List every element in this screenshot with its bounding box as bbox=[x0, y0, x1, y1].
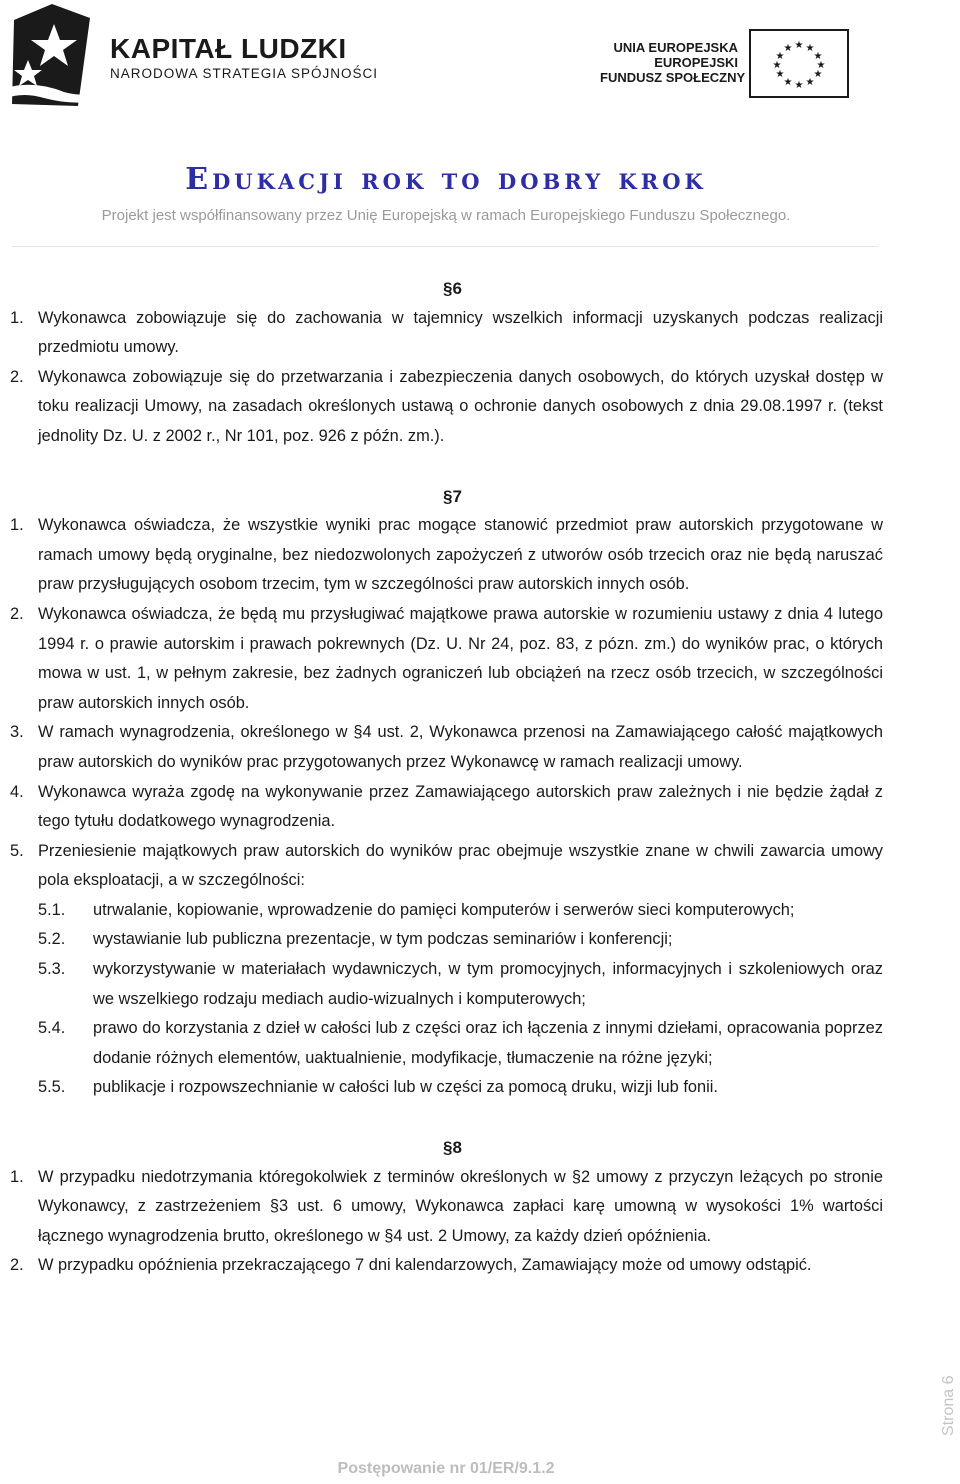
sub-list-item-number: 5.3. bbox=[38, 960, 66, 979]
sub-list-item bbox=[38, 1014, 883, 1073]
list-item-number: 1. bbox=[10, 308, 24, 327]
eu-flag-icon bbox=[749, 29, 849, 98]
page-footer: Postępowanie nr 01/ER/9.1.2 bbox=[337, 1460, 555, 1477]
kapital-ludzki-subtitle: NARODOWA STRATEGIA SPÓJNOŚCI bbox=[110, 66, 379, 81]
sub-list-item-text: utrwalanie, kopiowanie, wprowadzenie do pamięci komputerów i serwerów sieci komputerowych; bbox=[93, 900, 795, 919]
svg-text:★: ★ bbox=[775, 69, 785, 80]
section-spacer bbox=[10, 1103, 883, 1133]
list-item-number: 5. bbox=[10, 841, 24, 860]
sub-list-item bbox=[38, 896, 883, 926]
svg-text:★: ★ bbox=[783, 43, 793, 54]
list-item bbox=[10, 1251, 883, 1281]
page-header bbox=[0, 0, 960, 250]
list-item-number: 1. bbox=[10, 516, 24, 535]
list-item-text: Wykonawca zobowiązuje się do przetwarzania i zabezpieczenia danych osobowych, do których uzyskał dostęp w toku realizacji Umowy, na zasadach określonych ustawą o ochronie danych osobowych z dnia 29.08.1997 r. (tekst jednolity Dz. U. z 2002 r., Nr 101, poz. 926 z późn. zm.). bbox=[38, 367, 883, 445]
list-item bbox=[10, 304, 883, 363]
list-item bbox=[10, 718, 883, 777]
eu-label bbox=[600, 40, 746, 85]
section-7-title: §7 bbox=[443, 486, 462, 506]
svg-text:★: ★ bbox=[805, 43, 815, 54]
cofinancing-note: Projekt jest współfinansowany przez Unię Europejską w ramach Europejskiego Funduszu Społecznego. bbox=[101, 207, 791, 224]
list-item-text: W ramach wynagrodzenia, określonego w §4 ust. 2, Wykonawca przenosi na Zamawiającego całość majątkowych praw autorskich do wyników prac przygotowanych przez Wykonawcę w ramach realizacji umowy. bbox=[38, 723, 883, 771]
kapital-ludzki-logo-icon bbox=[4, 2, 104, 106]
list-item-number: 1. bbox=[10, 1167, 24, 1186]
document-body bbox=[10, 270, 883, 1281]
sub-list-item bbox=[38, 955, 883, 1014]
sub-list-item bbox=[38, 1073, 883, 1103]
list-item bbox=[10, 511, 883, 600]
list-item-text: W przypadku niedotrzymania któregokolwiek z terminów określonych w §2 umowy z przyczyn leżących po stronie Wykonawcy, z zastrzeżeniem §3 ust. 6 umowy, Wykonawca zapłaci karę umowną w wysokości 1% wartości łącznego wynagrodzenia brutto, określonego w §4 ust. 2 Umowy, za każdy dzień opóźnienia. bbox=[38, 1167, 883, 1245]
section-spacer bbox=[10, 452, 883, 482]
list-item-text: Wykonawca oświadcza, że wszystkie wyniki prac mogące stanowić przedmiot praw autorskich przygotowane w ramach umowy będą oryginalne, bez niedozwolonych zapożyczeń z utworów osób trzecich oraz nie będą naruszać praw przysługujących osobom trzecim, tym w szczególności praw autorskich innych osób. bbox=[38, 516, 883, 594]
svg-text:★: ★ bbox=[794, 40, 804, 51]
svg-text:★: ★ bbox=[805, 77, 815, 88]
svg-text:★: ★ bbox=[813, 51, 823, 62]
list-item-text: Wykonawca oświadcza, że będą mu przysługiwać majątkowe prawa autorskie w rozumieniu ustawy z dnia 4 lutego 1994 r. o prawie autorskim i prawach pokrewnych (Dz. U. Nr 24, poz. 83, z pózn. zm.) do wyników prac, o których mowa w ust. 1, w pełnym zakresie, bez żadnych ograniczeń lub obciążeń na rzecz osób trzecich, w szczególności praw autorskich innych osób. bbox=[38, 604, 883, 712]
list-item-number: 2. bbox=[10, 604, 24, 623]
sub-list-item-text: wykorzystywanie w materiałach wydawniczych, w tym promocyjnych, informacyjnych i szkoleniowych oraz we wszelkiego rodzaju mediach audio-wizualnych i komputerowych; bbox=[93, 960, 883, 1008]
list-item bbox=[10, 600, 883, 718]
list-item bbox=[10, 778, 883, 837]
svg-text:★: ★ bbox=[816, 60, 826, 71]
list-item-text: Wykonawca wyraża zgodę na wykonywanie przez Zamawiającego autorskich praw zależnych i nie będzie żądał z tego tytułu dodatkowego wynagrodzenia. bbox=[38, 782, 883, 831]
svg-text:★: ★ bbox=[772, 60, 782, 71]
eu-label-line: FUNDUSZ SPOŁECZNY bbox=[600, 70, 746, 85]
sub-list-item-number: 5.1. bbox=[38, 900, 66, 919]
eu-label-line: UNIA EUROPEJSKA bbox=[613, 40, 738, 55]
list-item bbox=[10, 837, 883, 896]
sub-list-item-text: wystawianie lub publiczna prezentacje, w tym podczas seminariów i konferencji; bbox=[93, 930, 673, 949]
sub-list-item-text: prawo do korzystania z dzieł w całości lub z części oraz ich łączenia z innymi dziełami, opracowania poprzez dodanie różnych elementów, uaktualnienie, modyfikacje, tłumaczenie na różne języki; bbox=[93, 1019, 883, 1067]
list-item-number: 2. bbox=[10, 367, 24, 386]
list-item-number: 2. bbox=[10, 1256, 24, 1275]
list-item-text: Przeniesienie majątkowych praw autorskich do wyników prac obejmuje wszystkie znane w chwili zawarcia umowy pola eksploatacji, a w szczególności: bbox=[38, 841, 883, 890]
list-item-number: 4. bbox=[10, 782, 24, 801]
svg-text:★: ★ bbox=[775, 51, 785, 62]
section-8-title: §8 bbox=[443, 1138, 462, 1158]
project-motto: Edukacji rok to dobry krok bbox=[185, 162, 707, 197]
sub-list-item-number: 5.4. bbox=[38, 1019, 66, 1038]
sub-list-item-number: 5.2. bbox=[38, 930, 66, 949]
sub-list-item bbox=[38, 925, 883, 955]
svg-text:★: ★ bbox=[794, 80, 804, 91]
page-number-side-label: Strona 6 bbox=[940, 1375, 957, 1436]
sub-list-item-number: 5.5. bbox=[38, 1078, 66, 1097]
list-item-number: 3. bbox=[10, 723, 24, 742]
svg-text:★: ★ bbox=[813, 69, 823, 80]
list-item bbox=[10, 1163, 883, 1252]
list-item-text: W przypadku opóźnienia przekraczającego 7 dni kalendarzowych, Zamawiający może od umowy odstąpić. bbox=[38, 1256, 812, 1275]
svg-text:★: ★ bbox=[783, 77, 793, 88]
section-6-title: §6 bbox=[443, 279, 462, 298]
eu-label-line: EUROPEJSKI bbox=[654, 55, 738, 70]
list-item-text: Wykonawca zobowiązuje się do zachowania w tajemnicy wszelkich informacji uzyskanych podczas realizacji przedmiotu umowy. bbox=[38, 308, 883, 357]
header-divider bbox=[12, 246, 878, 247]
kapital-ludzki-title: KAPITAŁ LUDZKI bbox=[110, 33, 347, 64]
sub-list-item-text: publikacje i rozpowszechnianie w całości lub w części za pomocą druku, wizji lub fonii. bbox=[93, 1078, 718, 1097]
list-item bbox=[10, 363, 883, 452]
